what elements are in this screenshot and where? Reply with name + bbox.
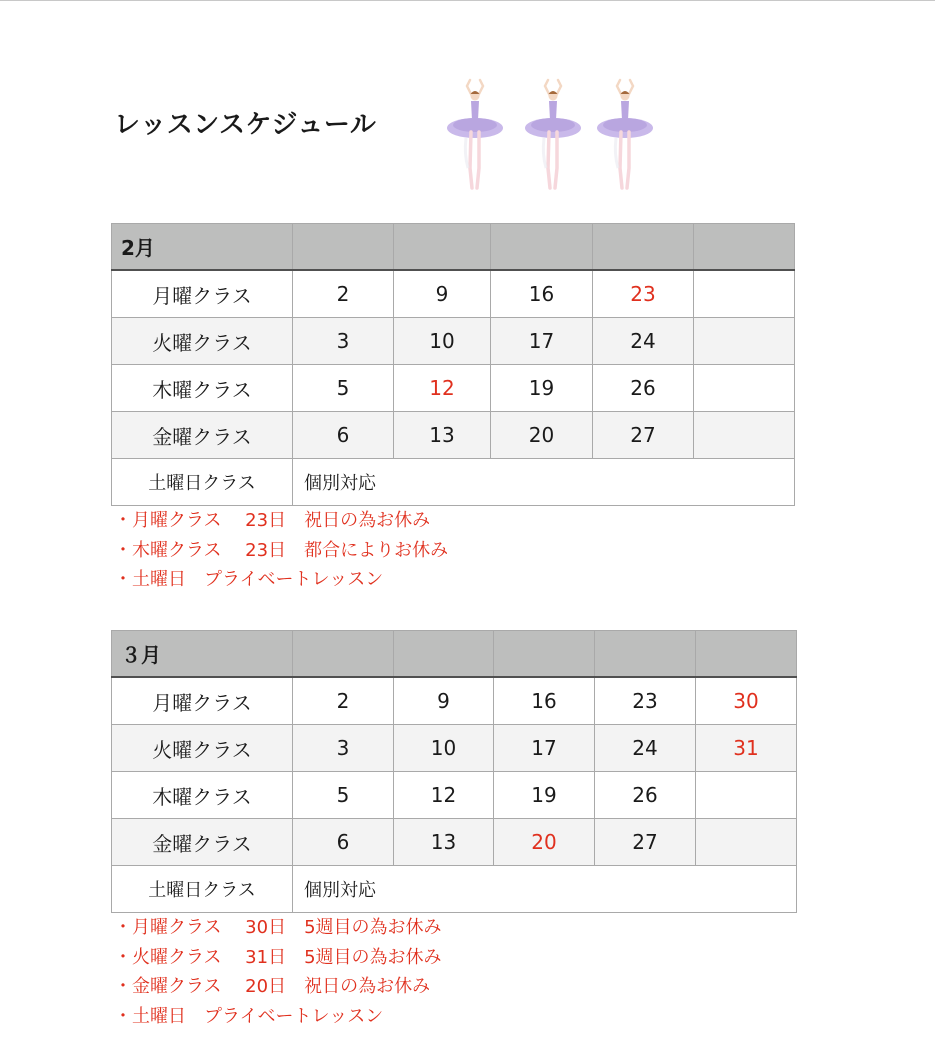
date-cell: 17: [491, 318, 593, 365]
note-item: ・月曜クラス 30日 5週目の為お休み: [114, 917, 442, 938]
class-label: 木曜クラス: [112, 772, 293, 819]
date-cell: 19: [494, 772, 595, 819]
class-label: 木曜クラス: [112, 365, 293, 412]
table-header-row: [112, 224, 795, 271]
table-row: [112, 365, 795, 412]
header-cell: [494, 631, 595, 678]
saturday-class-label: 土曜日クラス: [112, 866, 293, 913]
page-title: レッスンスケジュール: [114, 110, 377, 140]
date-cell: 17: [494, 725, 595, 772]
date-cell: 5: [293, 772, 394, 819]
month-label: 2月: [112, 224, 293, 271]
date-cell: 16: [494, 677, 595, 725]
date-cell: 3: [293, 725, 394, 772]
top-divider: [0, 0, 935, 1]
date-cell: 6: [293, 412, 394, 459]
ballerina-icon: [440, 76, 510, 198]
date-cell: 19: [491, 365, 593, 412]
class-label: 火曜クラス: [112, 725, 293, 772]
date-cell: 27: [593, 412, 694, 459]
february-schedule-table: [111, 223, 795, 506]
date-cell: 24: [595, 725, 696, 772]
date-cell: 26: [593, 365, 694, 412]
date-cell: 13: [394, 412, 491, 459]
date-cell: 2: [293, 677, 394, 725]
header-cell: [293, 224, 394, 271]
ballerina-icon: [590, 76, 660, 198]
date-cell: 27: [595, 819, 696, 866]
february-notes: [114, 506, 448, 595]
table-row: [112, 866, 797, 913]
date-cell: 26: [595, 772, 696, 819]
table-row: [112, 725, 797, 772]
holiday-date-cell: 31: [696, 725, 797, 772]
date-cell: 9: [394, 270, 491, 318]
table-row: [112, 270, 795, 318]
header-cell: [394, 224, 491, 271]
class-label: 金曜クラス: [112, 819, 293, 866]
header-cell: [293, 631, 394, 678]
month-label: ３月: [112, 631, 293, 678]
table-row: [112, 412, 795, 459]
date-cell: 16: [491, 270, 593, 318]
table-row: [112, 819, 797, 866]
date-cell: 23: [595, 677, 696, 725]
table-row: [112, 318, 795, 365]
date-cell: 13: [394, 819, 494, 866]
date-cell: [696, 772, 797, 819]
date-cell: 3: [293, 318, 394, 365]
class-label: 火曜クラス: [112, 318, 293, 365]
ballerina-icon: [518, 76, 588, 198]
date-cell: [694, 365, 795, 412]
note-item: ・土曜日 プライベートレッスン: [114, 569, 384, 590]
date-cell: 10: [394, 725, 494, 772]
header-cell: [593, 224, 694, 271]
saturday-note: 個別対応: [293, 866, 797, 913]
header-cell: [491, 224, 593, 271]
holiday-date-cell: 12: [394, 365, 491, 412]
header-cell: [696, 631, 797, 678]
class-label: 金曜クラス: [112, 412, 293, 459]
march-schedule-table: [111, 630, 797, 913]
date-cell: 20: [491, 412, 593, 459]
holiday-date-cell: 30: [696, 677, 797, 725]
date-cell: 5: [293, 365, 394, 412]
date-cell: 10: [394, 318, 491, 365]
date-cell: [694, 412, 795, 459]
ballerina-decoration: [440, 76, 660, 198]
date-cell: 6: [293, 819, 394, 866]
holiday-date-cell: 23: [593, 270, 694, 318]
note-item: ・土曜日 プライベートレッスン: [114, 1005, 384, 1027]
table-row: [112, 772, 797, 819]
header-cell: [595, 631, 696, 678]
header-cell: [694, 224, 795, 271]
date-cell: 9: [394, 677, 494, 725]
note-item: ・月曜クラス 23日 祝日の為お休み: [114, 510, 431, 531]
date-cell: [696, 819, 797, 866]
table-header-row: [112, 631, 797, 678]
saturday-note: 個別対応: [293, 459, 795, 506]
note-item: ・木曜クラス 23日 都合によりお休み: [114, 539, 449, 561]
table-row: [112, 459, 795, 506]
saturday-class-label: 土曜日クラス: [112, 459, 293, 506]
note-item: ・火曜クラス 31日 5週目の為お休み: [114, 946, 442, 968]
note-item: ・金曜クラス 20日 祝日の為お休み: [114, 976, 431, 997]
date-cell: [694, 270, 795, 318]
class-label: 月曜クラス: [112, 270, 293, 318]
class-label: 月曜クラス: [112, 677, 293, 725]
table-row: [112, 677, 797, 725]
date-cell: 12: [394, 772, 494, 819]
march-notes: [114, 913, 442, 1031]
date-cell: 24: [593, 318, 694, 365]
date-cell: [694, 318, 795, 365]
date-cell: 2: [293, 270, 394, 318]
header-cell: [394, 631, 494, 678]
holiday-date-cell: 20: [494, 819, 595, 866]
